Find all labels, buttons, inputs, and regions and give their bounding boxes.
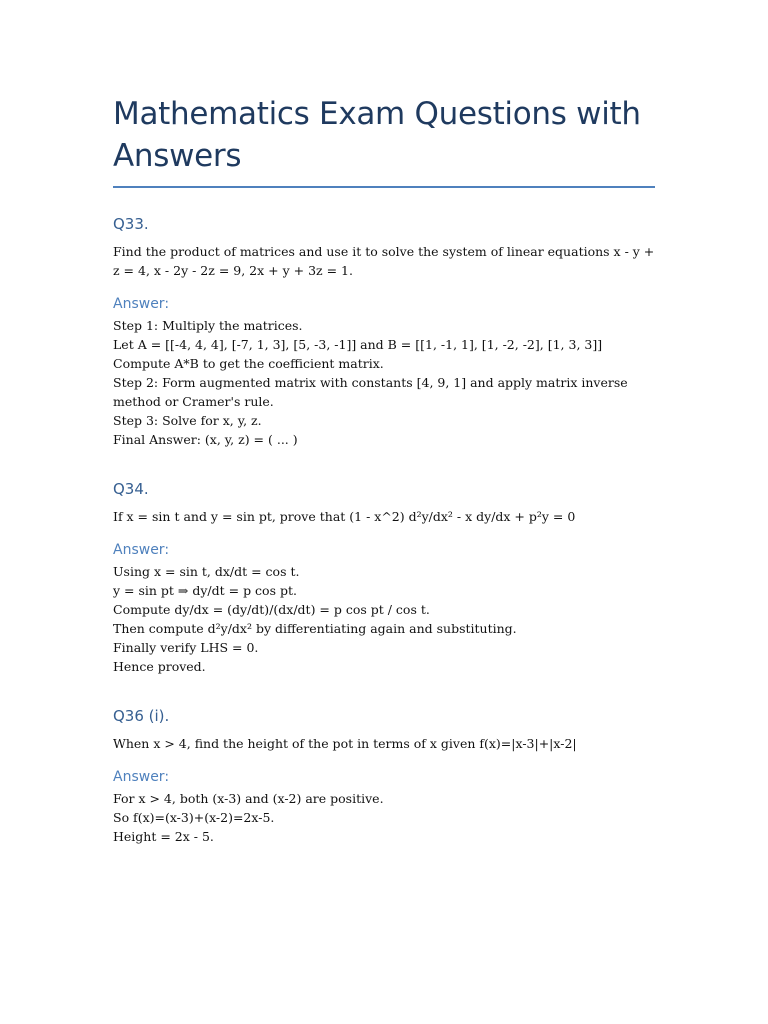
answer-steps xyxy=(113,316,655,449)
answer-step: y = sin pt ⇒ dy/dt = p cos pt. xyxy=(113,583,297,598)
answer-step: Height = 2x - 5. xyxy=(113,829,214,844)
question-heading: Q36 (i). xyxy=(113,707,170,725)
document-page xyxy=(113,0,655,844)
answer-step: Step 3: Solve for x, y, z. xyxy=(113,413,262,428)
title-divider xyxy=(113,186,655,188)
answer-step: Then compute d²y/dx² by differentiating again and substituting. xyxy=(113,621,517,636)
answer-step: Compute dy/dx = (dy/dt)/(dx/dt) = p cos pt / cos t. xyxy=(113,602,430,617)
answer-step: So f(x)=(x-3)+(x-2)=2x-5. xyxy=(113,810,275,825)
answer-step: Finally verify LHS = 0. xyxy=(113,640,259,655)
answer-steps xyxy=(113,789,655,846)
answer-heading: Answer: xyxy=(113,769,170,785)
question-text: If x = sin t and y = sin pt, prove that (1 - x^2) d²y/dx² - x dy/dx + p²y = 0 xyxy=(113,509,576,524)
question-heading: Q33. xyxy=(113,215,149,233)
question-text: When x > 4, find the height of the pot in terms of x given f(x)=|x-3|+|x-2| xyxy=(113,736,577,751)
question-block-q33 xyxy=(113,214,655,449)
answer-heading: Answer: xyxy=(113,296,170,312)
question-text: Find the product of matrices and use it to solve the system of linear equations x - y + z = 4, x - 2y - 2z = 9, 2x + y + 3z = 1. xyxy=(113,244,655,278)
answer-steps xyxy=(113,562,655,676)
answer-heading: Answer: xyxy=(113,542,170,558)
question-block-q36 xyxy=(113,706,655,846)
answer-step: Using x = sin t, dx/dt = cos t. xyxy=(113,564,300,579)
answer-step: Compute A*B to get the coefficient matrix. xyxy=(113,356,384,371)
answer-step: Let A = [[-4, 4, 4], [-7, 1, 3], [5, -3, -1]] and B = [[1, -1, 1], [1, -2, -2], [1, 3, 3]] xyxy=(113,337,603,352)
question-block-q34 xyxy=(113,479,655,676)
answer-step: Hence proved. xyxy=(113,659,206,674)
answer-step: Step 2: Form augmented matrix with constants [4, 9, 1] and apply matrix inverse method or Cramer's rule. xyxy=(113,375,628,409)
answer-step: Step 1: Multiply the matrices. xyxy=(113,318,303,333)
answer-step: Final Answer: (x, y, z) = ( ... ) xyxy=(113,432,298,447)
page-title: Mathematics Exam Questions with Answers xyxy=(113,96,641,174)
question-heading: Q34. xyxy=(113,480,149,498)
answer-step: For x > 4, both (x-3) and (x-2) are positive. xyxy=(113,791,384,806)
